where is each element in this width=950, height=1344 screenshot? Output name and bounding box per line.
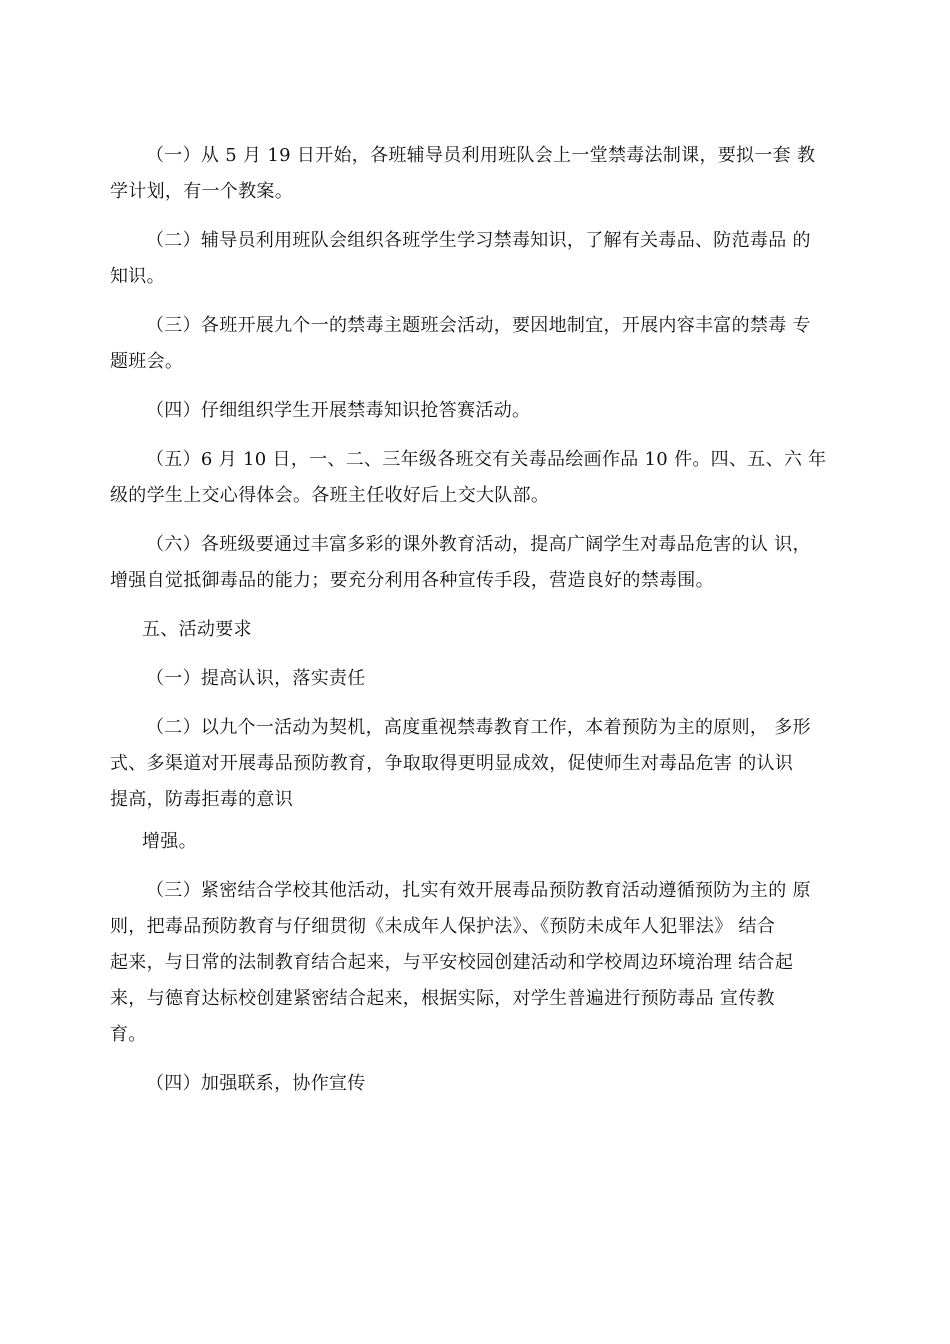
- paragraph-line: （六）各班级要通过丰富多彩的课外教育活动，提高广阔学生对毒品危害的认 识，: [146, 534, 811, 555]
- paragraph-2: [110, 223, 842, 295]
- paragraph-line: 起来，与日常的法制教育结合起来，与平安校园创建活动和学校周边环境治理 结合起: [110, 952, 794, 973]
- paragraph-line: （三）各班开展九个一的禁毒主题班会活动，要因地制宜，开展内容丰富的禁毒 专: [146, 315, 811, 336]
- paragraph-line: 学计划，有一个教案。: [110, 181, 293, 202]
- paragraph-1: [110, 138, 842, 210]
- paragraph-3: [110, 308, 842, 380]
- paragraph-line: （三）紧密结合学校其他活动，扎实有效开展毒品预防教育活动遵循预防为主的 原: [146, 880, 811, 901]
- paragraph-line: （一）提高认识，落实责任: [146, 668, 366, 689]
- paragraph-line: 育。: [110, 1024, 147, 1045]
- paragraph-line: （四）仔细组织学生开展禁毒知识抢答赛活动。: [146, 400, 531, 421]
- paragraph-10: [110, 873, 842, 1053]
- paragraph-line: （二）辅导员利用班队会组织各班学生学习禁毒知识，了解有关毒品、防范毒品 的: [146, 230, 811, 251]
- paragraph-5: [110, 442, 842, 514]
- paragraph-line: （二）以九个一活动为契机，高度重视禁毒教育工作，本着预防为主的原则， 多形: [146, 717, 811, 738]
- section-heading-text: 五、活动要求: [142, 619, 252, 640]
- paragraph-line: 来，与德育达标校创建紧密结合起来，根据实际，对学生普遍进行预防毒品 宣传教: [110, 988, 775, 1009]
- paragraph-6: [110, 527, 842, 599]
- paragraph-9: [110, 824, 842, 860]
- paragraph-4: [110, 393, 842, 429]
- paragraph-11: [110, 1066, 842, 1102]
- paragraph-8: [110, 710, 842, 818]
- paragraph-line: 增强。: [142, 831, 197, 852]
- document-body: [110, 138, 842, 1115]
- paragraph-line: 式、多渠道对开展毒品预防教育，争取取得更明显成效，促使师生对毒品危害 的认识: [110, 753, 794, 774]
- paragraph-line: 知识。: [110, 266, 165, 287]
- paragraph-line: （四）加强联系，协作宣传: [146, 1073, 366, 1094]
- paragraph-line: （一）从 5 月 19 日开始，各班辅导员利用班队会上一堂禁毒法制课，要拟一套 教: [146, 145, 816, 166]
- paragraph-line: 增强自觉抵御毒品的能力；要充分利用各种宣传手段，营造良好的禁毒围。: [110, 570, 714, 591]
- paragraph-line: 提高，防毒拒毒的意识: [110, 789, 293, 810]
- paragraph-7: [110, 661, 842, 697]
- paragraph-line: （五）6 月 10 日，一、二、三年级各班交有关毒品绘画作品 10 件。四、五、六 年: [146, 449, 827, 470]
- paragraph-line: 题班会。: [110, 351, 184, 372]
- section-heading: [110, 612, 842, 648]
- paragraph-line: 则，把毒品预防教育与仔细贯彻《未成年人保护法》、《预防未成年人犯罪法》 结合: [110, 916, 776, 937]
- paragraph-line: 级的学生上交心得体会。各班主任收好后上交大队部。: [110, 485, 550, 506]
